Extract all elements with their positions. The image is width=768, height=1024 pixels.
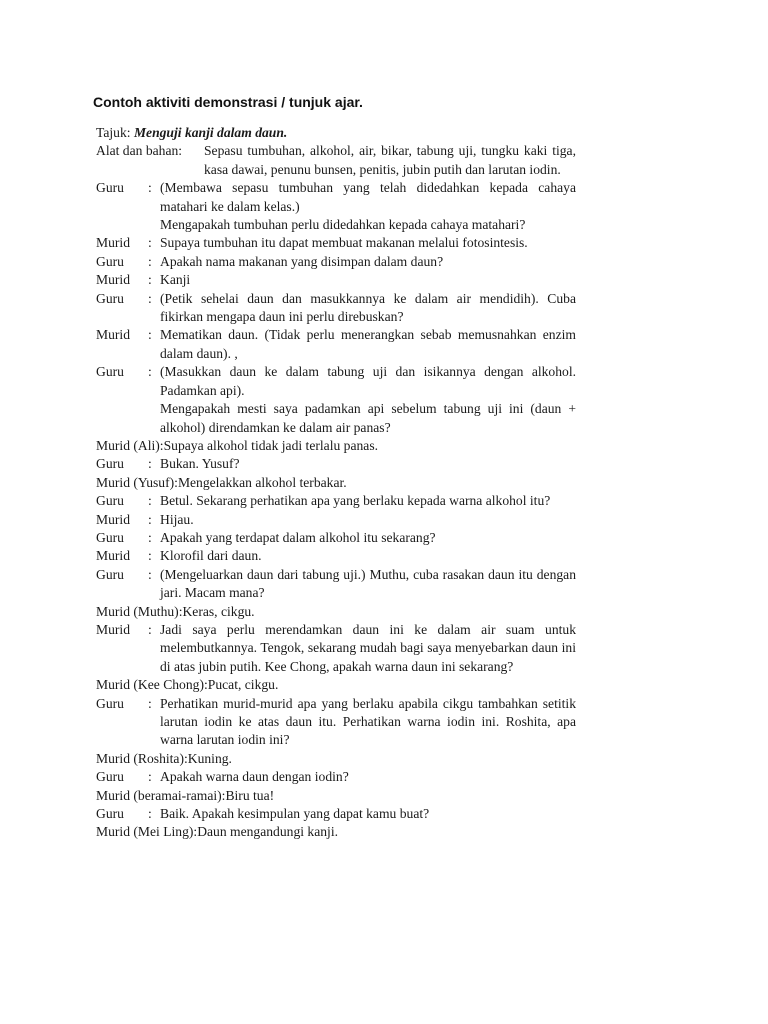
utterance: Apakah nama makanan yang disimpan dalam daun? [160,253,444,269]
dialogue-line: Murid : Kanji [96,271,576,289]
speaker: Guru [96,695,124,711]
speaker: Murid [96,327,130,343]
utterance: Klorofil dari daun. [160,548,262,564]
dialogue-line: Guru : (Petik sehelai daun dan masukkannya ke dalam air mendidih). Cuba fikirkan mengapa daun ini perlu direbuskan? [96,290,576,327]
utterance: (Membawa sepasu tumbuhan yang telah didedahkan kepada cahaya matahari ke dalam kelas.) [160,180,576,214]
speaker: Guru [96,493,124,509]
utterance: Kanji [160,272,191,288]
utterance: Supaya alkohol tidak jadi terlalu panas. [163,437,379,453]
utterance: Supaya tumbuhan itu dapat membuat makanan melalui fotosintesis. [160,235,528,251]
speaker: Murid (Mei Ling): [96,824,198,840]
speaker: Guru [96,180,124,196]
utterance: (Petik sehelai daun dan masukkannya ke dalam air mendidih). Cuba fikirkan mengapa daun ini perlu direbuskan? [160,290,576,325]
scanned-dialogue [96,124,576,842]
dialogue-line [96,437,576,455]
speaker: Murid (Roshita): [96,750,188,766]
speaker: Murid [96,548,130,564]
speaker: Guru [96,529,124,545]
dialogue-line [96,603,576,621]
dialogue-line: Murid : Supaya tumbuhan itu dapat membuat makanan melalui fotosintesis. [96,234,576,252]
dialogue-line: Guru : Betul. Sekarang perhatikan apa yang berlaku kepada warna alkohol itu? [96,492,576,510]
utterance: Apakah yang terdapat dalam alkohol itu sekarang? [160,529,436,545]
speaker: Murid [96,621,130,637]
speaker: Murid (Ali): [96,437,164,453]
dialogue-line [96,676,576,694]
speaker: Murid (beramai-ramai): [96,787,226,803]
utterance: Jadi saya perlu merendamkan daun ini ke dalam air suam untuk melembutkannya. Tengok, sekarang mudah bagi saya menyebarkan daun ini di atas jubin putih. Kee Chong, apakah warna daun ini sekarang? [160,621,576,674]
dialogue-line: Guru : Apakah nama makanan yang disimpan dalam daun? [96,253,576,271]
dialogue-line: Guru : Bukan. Yusuf? [96,455,576,473]
speaker: Guru [96,769,124,785]
utterance-continuation: Mengapakah mesti saya padamkan api sebelum tabung uji ini (daun + alkohol) direndamkan ke dalam air panas? [160,401,576,435]
utterance: Mengelakkan alkohol terbakar. [177,474,347,490]
dialogue-line: Murid : Mematikan daun. (Tidak perlu menerangkan sebab memusnahkan enzim dalam daun). , [96,326,576,363]
utterance: Bukan. Yusuf? [160,456,240,472]
dialogue-line: Guru : Perhatikan murid-murid apa yang berlaku apabila cikgu tambahkan setitik larutan iodin ke atas daun itu. Perhatikan warna iodin ini. Roshita, apa warna larutan iodin ini? [96,695,576,750]
dialogue-line [96,823,576,841]
utterance: Hijau. [160,511,194,527]
utterance: (Mengeluarkan daun dari tabung uji.) Muthu, cuba rasakan daun itu dengan jari. Macam mana? [160,566,576,601]
utterance: Apakah warna daun dengan iodin? [160,769,349,785]
utterance-continuation: Mengapakah tumbuhan perlu didedahkan kepada cahaya matahari? [160,217,526,233]
dialogue-line: Murid : Klorofil dari daun. [96,547,576,565]
utterance: Betul. Sekarang perhatikan apa yang berlaku kepada warna alkohol itu? [160,493,551,509]
dialogue-line [96,750,576,768]
speaker: Guru [96,566,124,582]
speaker: Murid [96,511,130,527]
utterance: Daun mengandungi kanji. [197,824,339,840]
speaker: Guru [96,290,124,306]
dialogue-line: Guru : (Membawa sepasu tumbuhan yang telah didedahkan kepada cahaya matahari ke dalam kelas.) [96,179,576,216]
dialogue-line: Guru : (Masukkan daun ke dalam tabung uji dan isikannya dengan alkohol. Padamkan api). [96,363,576,400]
utterance: Mematikan daun. (Tidak perlu menerangkan sebab memusnahkan enzim dalam daun). , [160,327,576,361]
speaker: Guru [96,253,124,269]
utterance: Kuning. [187,750,232,766]
dialogue-line: Guru : (Mengeluarkan daun dari tabung uji.) Muthu, cuba rasakan daun itu dengan jari. Macam mana? [96,566,576,603]
utterance: Keras, cikgu. [182,603,255,619]
speaker: Guru [96,806,124,822]
speaker: Murid [96,235,130,251]
alat-bahan [96,142,576,179]
utterance: (Masukkan daun ke dalam tabung uji dan isikannya dengan alkohol. Padamkan api). [160,364,576,398]
utterance: Biru tua! [225,787,275,803]
tajuk-line [96,124,576,142]
alat-label: Alat dan bahan: [96,143,183,159]
utterance: Perhatikan murid-murid apa yang berlaku apabila cikgu tambahkan setitik larutan iodin ke atas daun itu. Perhatikan warna iodin ini. Roshita, apa warna larutan iodin ini? [160,695,576,748]
dialogue-line: Guru : Apakah warna daun dengan iodin? [96,768,576,786]
tajuk-value: Menguji kanji dalam daun. [133,125,288,140]
tajuk-label: Tajuk: [96,125,131,140]
speaker: Murid (Kee Chong): [96,677,208,693]
speaker: Murid (Yusuf): [96,474,178,490]
speaker: Murid [96,272,130,288]
utterance: Baik. Apakah kesimpulan yang dapat kamu buat? [160,806,430,822]
dialogue-line: Guru : Baik. Apakah kesimpulan yang dapat kamu buat? [96,805,576,823]
page-heading: Contoh aktiviti demonstrasi / tunjuk ajar. [93,94,363,110]
alat-text: Sepasu tumbuhan, alkohol, air, bikar, tabung uji, tungku kaki tiga, kasa dawai, penunu bunsen, penitis, jubin putih dan larutan iodin. [204,143,576,177]
dialogue-line: Murid : Hijau. [96,511,576,529]
utterance: Pucat, cikgu. [207,677,279,693]
dialogue-line [96,474,576,492]
dialogue-line: Guru : Apakah yang terdapat dalam alkohol itu sekarang? [96,529,576,547]
dialogue-line: Murid : Jadi saya perlu merendamkan daun ini ke dalam air suam untuk melembutkannya. Tengok, sekarang mudah bagi saya menyebarkan daun ini di atas jubin putih. Kee Chong, apakah warna daun ini sekarang? [96,621,576,676]
speaker: Guru [96,364,124,380]
speaker: Murid (Muthu): [96,603,183,619]
dialogue-line [96,787,576,805]
speaker: Guru [96,456,124,472]
